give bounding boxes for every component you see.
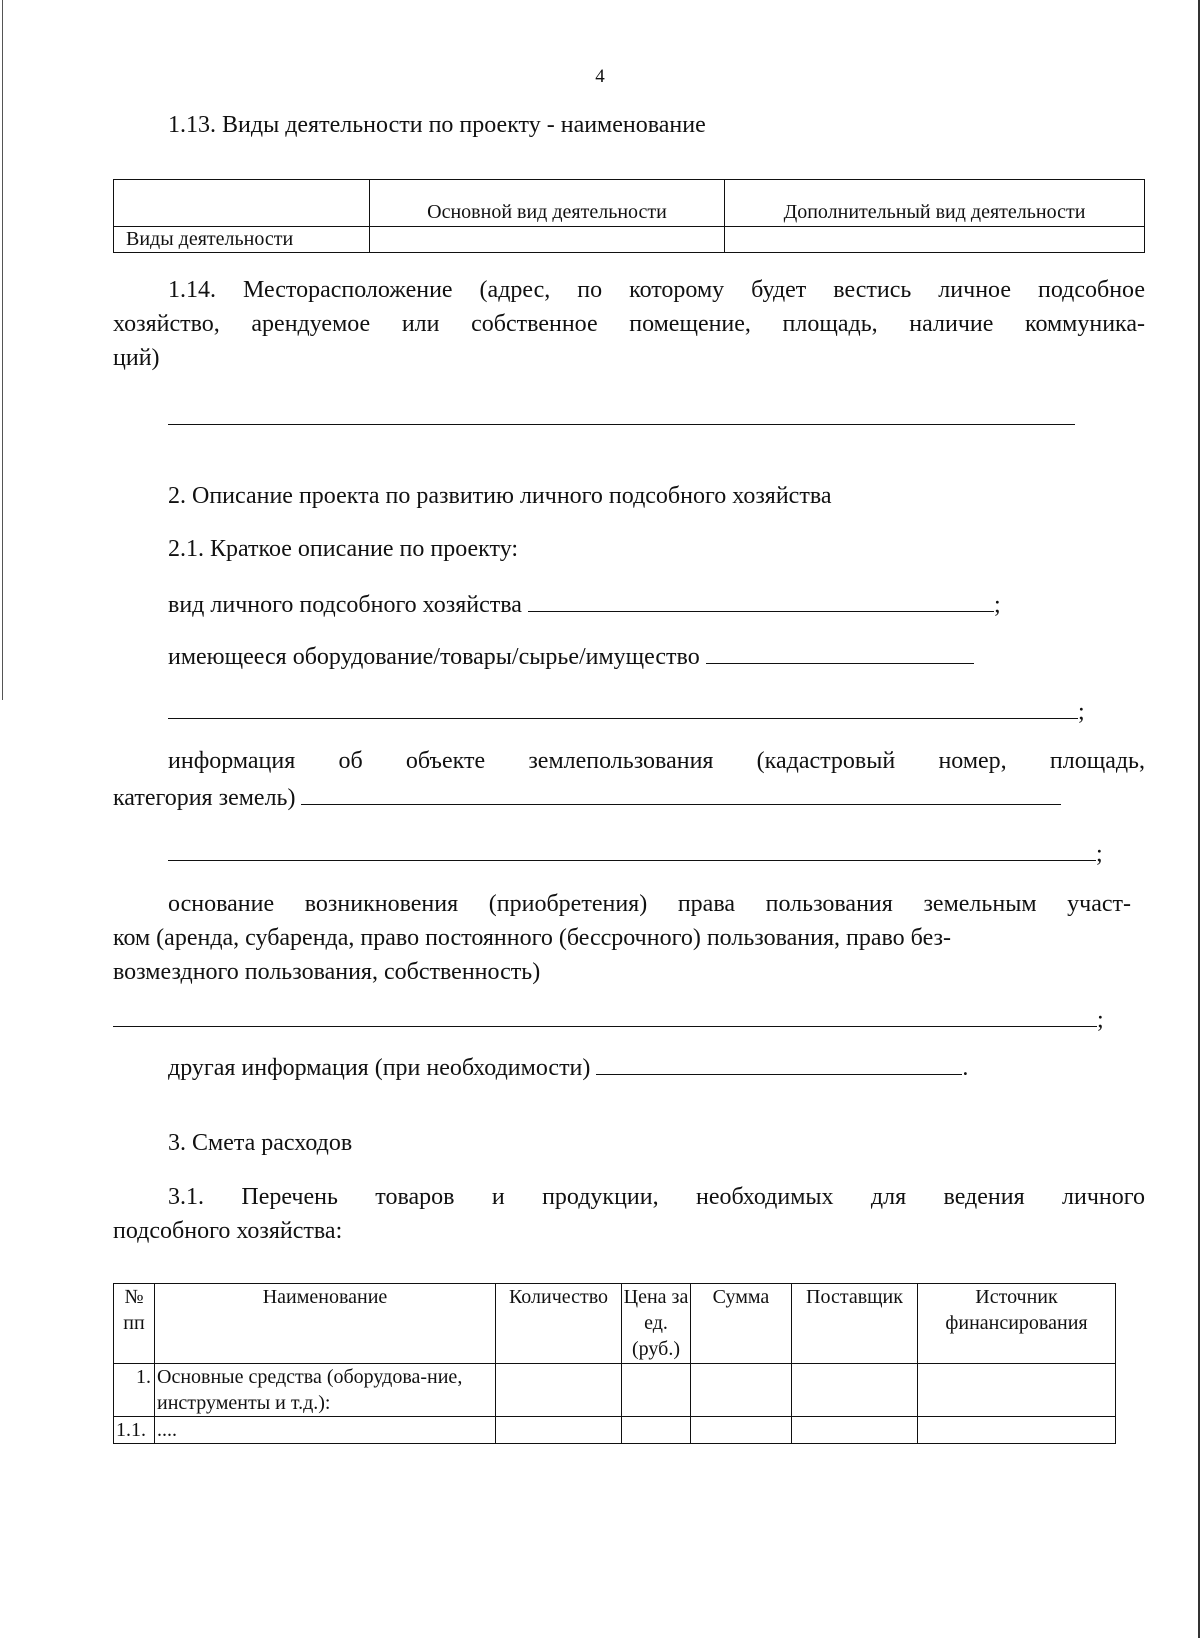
section-3-1-line1: 3.1. Перечень товаров и продукции, необходимых для ведения личного xyxy=(168,1184,1145,1210)
land-info-line2-field xyxy=(113,778,1061,815)
equipment-label: имеющееся оборудование/товары/сырье/имущество xyxy=(168,644,700,670)
expense-row-num: 1.1. xyxy=(114,1417,155,1444)
section-1-14-line3: ций) xyxy=(113,345,160,371)
section-2-1-heading: 2.1. Краткое описание по проекту: xyxy=(168,536,519,562)
scan-edge-left xyxy=(2,0,3,700)
farm-type-field xyxy=(168,585,1001,622)
other-info-field xyxy=(168,1048,968,1085)
expense-row-sum xyxy=(691,1417,792,1444)
land-basis-line1: основание возникновения (приобретения) права пользования земельным участ- xyxy=(168,891,1131,917)
expense-row-price xyxy=(622,1364,691,1417)
section-1-14-line2: хозяйство, арендуемое или собственное помещение, площадь, наличие коммуника- xyxy=(113,311,1145,337)
land-info-continuation xyxy=(168,834,1103,871)
expense-row-name: .... xyxy=(155,1417,496,1444)
expense-row-qty xyxy=(496,1364,622,1417)
other-info-period: . xyxy=(962,1055,969,1081)
land-basis-semicolon: ; xyxy=(1097,1007,1104,1033)
farm-type-semicolon: ; xyxy=(993,592,1001,618)
expense-col-price: Цена за ед. (руб.) xyxy=(622,1284,691,1364)
equipment-continuation xyxy=(168,692,1085,729)
expense-col-name: Наименование xyxy=(155,1284,496,1364)
activity-extra-value xyxy=(725,227,1145,253)
expense-row-source xyxy=(918,1364,1116,1417)
land-info-blank-1 xyxy=(301,778,1061,805)
land-info-line1: информация об объекте землепользования (кадастровый номер, площадь, xyxy=(168,748,1145,774)
activity-table-corner-cell xyxy=(114,180,370,227)
land-basis-line3: возмездного пользования, собственность) xyxy=(113,959,541,985)
expense-row-num: 1. xyxy=(114,1364,155,1417)
activity-row-label: Виды деятельности xyxy=(114,227,370,253)
land-info-semicolon: ; xyxy=(1096,841,1103,867)
equipment-blank-1 xyxy=(706,637,974,664)
equipment-blank-2 xyxy=(168,692,1078,719)
expense-row-price xyxy=(622,1417,691,1444)
expense-row-name: Основные средства (оборудова-ние, инструменты и т.д.): xyxy=(155,1364,496,1417)
expense-col-sum: Сумма xyxy=(691,1284,792,1364)
section-3-heading: 3. Смета расходов xyxy=(168,1130,353,1156)
section-2-heading: 2. Описание проекта по развитию личного подсобного хозяйства xyxy=(168,483,832,509)
section-3-1-line2: подсобного хозяйства: xyxy=(113,1218,343,1244)
activity-col-extra: Дополнительный вид деятельности xyxy=(725,180,1145,227)
activity-main-value xyxy=(370,227,725,253)
location-blank-line xyxy=(168,424,1075,425)
expense-row xyxy=(114,1417,1116,1444)
expense-row-supplier xyxy=(792,1364,918,1417)
expense-col-source: Источник финансирования xyxy=(918,1284,1116,1364)
other-info-blank xyxy=(596,1048,962,1075)
expense-col-supplier: Поставщик xyxy=(792,1284,918,1364)
expense-row-sum xyxy=(691,1364,792,1417)
expense-table xyxy=(113,1283,1116,1444)
land-basis-blank xyxy=(113,1000,1097,1027)
expense-row-qty xyxy=(496,1417,622,1444)
section-1-13-heading: 1.13. Виды деятельности по проекту - наименование xyxy=(168,112,706,138)
expense-row xyxy=(114,1364,1116,1417)
expense-col-num: № пп xyxy=(114,1284,155,1364)
equipment-field xyxy=(168,637,974,674)
expense-row-supplier xyxy=(792,1417,918,1444)
land-basis-continuation xyxy=(113,1000,1104,1037)
land-basis-line2: ком (аренда, субаренда, право постоянного (бессрочного) пользования, право без- xyxy=(113,925,951,951)
land-info-line2: категория земель) xyxy=(113,785,296,811)
farm-type-blank xyxy=(528,585,994,612)
activity-types-table xyxy=(113,179,1145,253)
expense-col-qty: Количество xyxy=(496,1284,622,1364)
section-1-14-line1: 1.14. Месторасположение (адрес, по которому будет вестись личное подсобное xyxy=(168,277,1145,303)
land-info-blank-2 xyxy=(168,834,1096,861)
farm-type-label: вид личного подсобного хозяйства xyxy=(168,592,522,618)
expense-row-source xyxy=(918,1417,1116,1444)
other-info-label: другая информация (при необходимости) xyxy=(168,1055,591,1081)
page-number: 4 xyxy=(595,66,605,87)
equipment-semicolon: ; xyxy=(1078,699,1085,725)
activity-col-main: Основной вид деятельности xyxy=(370,180,725,227)
